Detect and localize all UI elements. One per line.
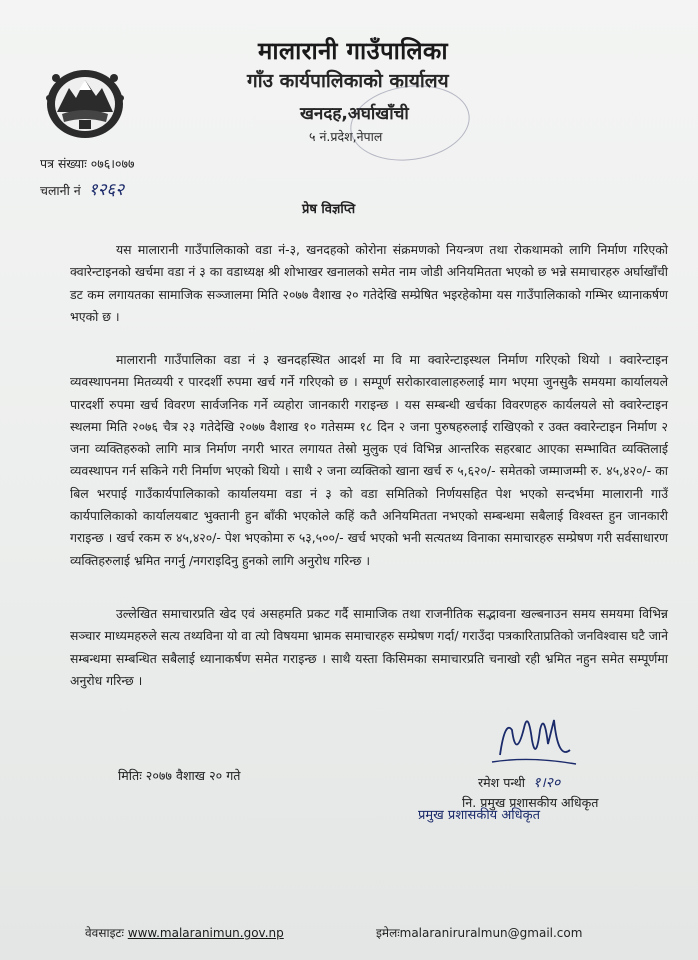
paragraph-1 — [70, 239, 668, 328]
release-date: मितिः २०७७ वैशाख २० गते — [118, 768, 241, 783]
office-location: खनदह,अर्घाखाँची — [300, 104, 409, 124]
dispatch-number-line — [40, 177, 124, 200]
paragraph-text: मालारानी गाउँपालिका वडा नं ३ खनदहस्थित आदर्श मा वि मा क्वारेन्टाइस्थल निर्माण गरिएको थियो । क्वारेन्टाइन व्यवस्थापनमा मितव्ययी र पारदर्शी रुपमा खर्च गर्ने गरिएको छ । सम्पूर्ण सरोकारवालाहरुलाई माग भएमा जुनसुकै समयमा कार्यालयले पारदर्शी रुपमा खर्च विवरण सार्वजनिक गर्ने व्यहोरा जानकारी गराइन्छ । यस सम्बन्धी खर्चका विवरणहरु कार्यलयले सो क्वारेन्टाइन स्थलमा मिति २०७६ चैत्र २३ गतेदेखि २०७७ वैशाख १० गतेसम्म १८ दिन २ जना पुरुषहरुलाई राखिएको र उक्त क्वारेन्टाइन निर्माण २ जना व्यक्तिहरुको लागि मात्र निर्माण नगरी भारत लगायत तेस्रो मुलुक एवं विभिन्न आन्तरिक सहरबाट आएका सम्भावित व्यक्तिलाई व्यवस्थापन गर्न सकिने गरी निर्माण भएको थियो । साथै २ जना व्यक्तिको खाना खर्च रु ५,६२०/- समेतको जम्माजम्मी रु. ४५,४२०/- का बिल भरपाई गाउँकार्यपालिकाको कार्यालयमा वडा नं ३ को वडा समितिको निर्णयसहित पेश भएको सन्दर्भमा मालारानी गाउँ कार्यपालिकाको कार्यालयबाट भुक्तानी हुन बाँकी भएकोले कहिं कतै अनियमितता नभएको सम्बन्धमा सबैलाई विश्वस्त हुन जानकारी गराइन्छ । खर्च रकम रु ४५,४२०/- पेश भएकोमा रु ५३,५००/- खर्च भएको भनी सत्यतथ्य विनाका समाचारहरु सम्प्रेषण गरी सर्वसाधारण व्यक्तिहरुलाई भ्रमित नगर्नु /नगराइदिनु हुनको लागि अनुरोध गरिन्छ । — [70, 352, 668, 568]
letter-number-label: पत्र संख्याः — [40, 156, 87, 171]
dispatch-number: १२६२ — [88, 180, 125, 200]
paragraph-2 — [70, 349, 668, 572]
signatory-name-line — [478, 773, 560, 792]
letter-number: ०७६।०७७ — [90, 156, 135, 171]
signatory-designation: नि. प्रमुख प्रशासकीय अधिकृत — [462, 795, 599, 810]
website-line — [85, 924, 284, 941]
official-seal-text: प्रमुख प्रशासकीय अधिकृत — [418, 808, 541, 823]
letter-number-line — [40, 155, 134, 172]
office-name: गाँउ कार्यपालिकाको कार्यालय — [247, 70, 449, 92]
nepal-emblem-icon — [44, 66, 126, 140]
paragraph-text: यस मालारानी गाउँपालिकाको वडा नं-३, खनदहको कोरोना संक्रमणको नियन्त्रण तथा रोकथामको लागि निर्माण गरिएको क्वारेन्टाइनको खर्चमा वडा नं ३ का वडाध्यक्ष श्री शोभाखर खनालको समेत नाम जोडी अनियमितता भएको छ भन्ने समाचारहरु अर्घाखाँची डट कम लगायतका सामाजिक सञ्जालमा मिति २०७७ वैशाख २० गतेदेखि सम्प्रेषित भइरहेकोमा यस गाउँपालिकाको गम्भिर ध्यानाकर्षण भएको छ । — [70, 242, 668, 324]
signature-date: १।२० — [533, 775, 561, 791]
paragraph-text: उल्लेखित समाचारप्रति खेद एवं असहमति प्रकट गर्दै सामाजिक तथा राजनीतिक सद्भावना खल्बनाउन समय समयमा विभिन्न सञ्चार माध्यमहरुले सत्य तथ्यविना यो वा त्यो विषयमा भ्रामक समाचारहरु सम्प्रेषण गर्दा/ गराउँदा पत्रकारिताप्रतिको जनविश्वास घटै जाने सम्बन्धमा सम्बन्धित सबैलाई ध्यानाकर्षण समेत गराइन्छ । साथै यस्ता किसिमका समाचारप्रति चनाखो रही भ्रमित नहुन समेत सम्पूर्णमा अनुरोध गरिन्छ । — [70, 606, 668, 688]
signatory-name: रमेश पन्थी — [478, 775, 526, 790]
office-province: ५ नं.प्रदेश,नेपाल — [309, 129, 383, 144]
email-line — [376, 924, 582, 941]
email-label: इमेलः — [376, 926, 400, 940]
dispatch-number-label: चलानी नं — [40, 183, 81, 198]
email-address[interactable]: malaraniruralmun@gmail.com — [399, 926, 583, 940]
organization-name: मालारानी गाउँपालिका — [258, 37, 448, 65]
website-link[interactable]: www.malaranimun.gov.np — [127, 926, 284, 940]
paragraph-3 — [70, 603, 668, 692]
website-label: वेवसाइटः — [85, 926, 124, 940]
press-release-title: प्रेष विज्ञप्ति — [302, 202, 356, 217]
